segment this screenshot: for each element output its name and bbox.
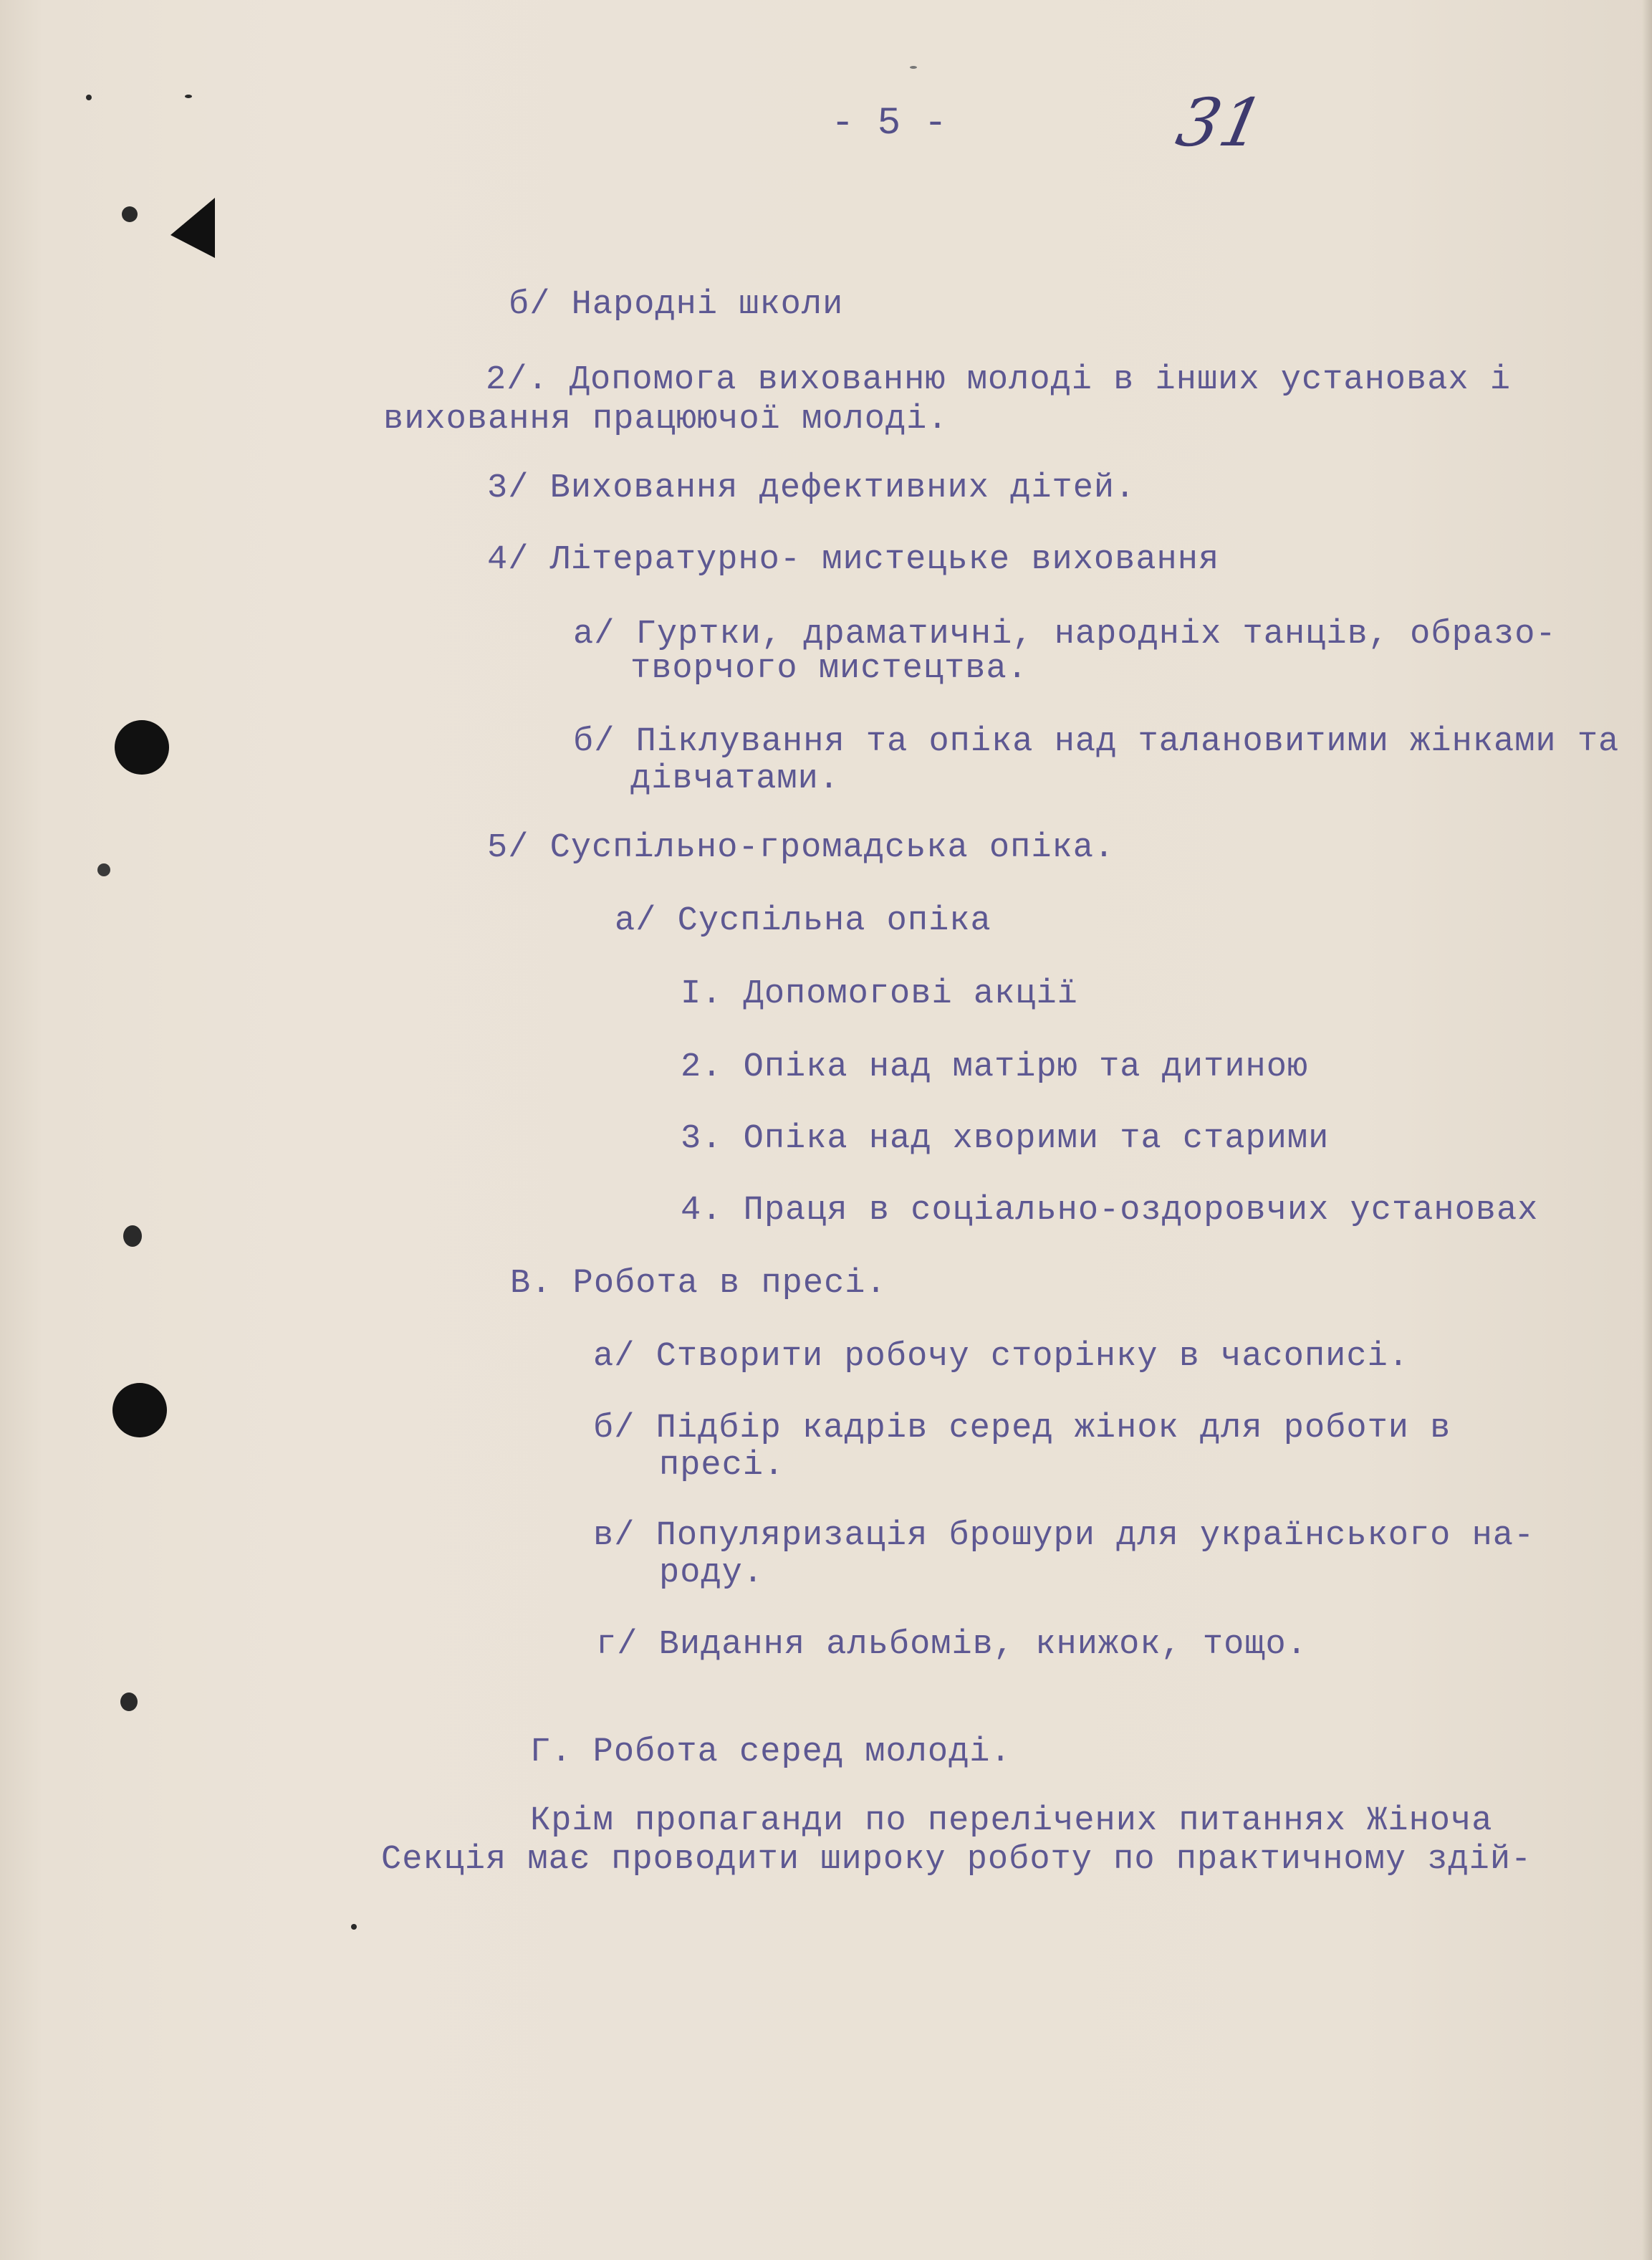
paper-speck [123,1225,142,1247]
text-line: 2. Опіка над матірю та дитиною [681,1048,1309,1086]
text-line: пресі. [659,1447,785,1485]
punch-hole-bottom [112,1383,167,1437]
text-line: I. Допомогові акції [681,975,1078,1013]
paper-speck [910,66,917,69]
text-line: г/ Видання альбомів, книжок, тощо. [596,1626,1307,1664]
text-line: 4/ Літературно- мистецьке виховання [487,541,1220,579]
text-line: 3. Опіка над хворими та старими [681,1120,1330,1158]
paper-speck [120,1692,138,1711]
punch-hole-top [115,720,169,775]
page-number: - 5 - [831,102,948,145]
text-line: б/ Підбір кадрів серед жінок для роботи в [593,1409,1451,1447]
paper-tear-mark [165,192,222,264]
paper-speck [86,95,92,100]
paper-speck [351,1924,357,1930]
text-line: Крім пропаганди по перелічених питаннях Жіноча [530,1802,1493,1840]
text-line: 5/ Суспільно-громадська опіка. [487,829,1115,867]
text-line: а/ Гуртки, драматичні, народніх танців, образо- [573,616,1557,653]
text-line: а/ Суспільна опіка [615,902,991,940]
page-edge-shadow [1642,0,1652,2260]
text-line: Г. Робота серед молоді. [530,1733,1012,1771]
text-line: В. Робота в пресі. [510,1265,887,1303]
text-line: б/ Народні школи [509,286,844,324]
text-line: творчого мистецтва. [630,650,1028,688]
text-line: 4. Праця в соціально-оздоровчих установах [681,1192,1539,1230]
text-line: 3/ Виховання дефективних дітей. [487,469,1136,507]
text-line: 2/. Допомога вихованню молоді в інших установах і [486,361,1512,399]
paper-speck [97,863,110,876]
text-line: дівчатами. [630,760,840,798]
text-line: в/ Популяризація брошури для українського на- [593,1517,1535,1555]
text-line: а/ Створити робочу сторінку в часописі. [593,1338,1409,1376]
handwritten-archive-number: 31 [1170,85,1271,161]
text-line: виховання працюючої молоді. [383,401,949,439]
paper-speck [185,95,192,98]
text-line: Секція має проводити широку роботу по практичному здій- [381,1841,1532,1879]
text-line: роду. [659,1554,764,1592]
paper-speck [122,206,138,222]
text-line: б/ Піклування та опіка над талановитими жінками та [573,723,1620,761]
